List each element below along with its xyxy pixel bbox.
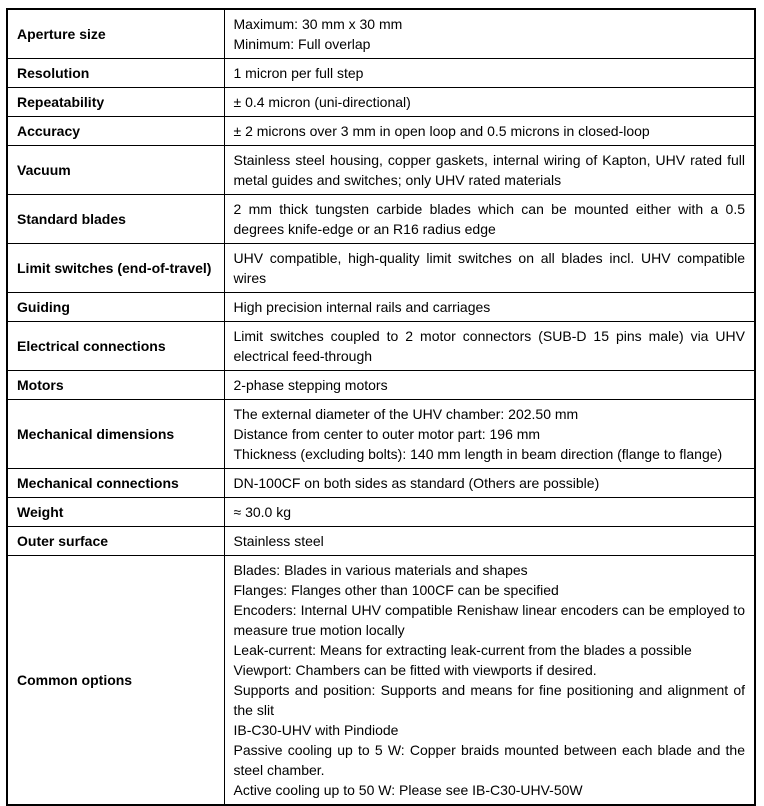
spec-label: Aperture size: [7, 9, 224, 59]
spec-value-line: UHV compatible, high-quality limit switches on all blades incl. UHV compatible wires: [233, 250, 745, 286]
table-row: [7, 88, 755, 117]
spec-label: Outer surface: [7, 527, 224, 556]
table-row: [7, 556, 755, 806]
spec-value: [224, 371, 755, 400]
spec-label: Electrical connections: [7, 322, 224, 371]
spec-value: [224, 293, 755, 322]
spec-value: [224, 117, 755, 146]
spec-label: Resolution: [7, 59, 224, 88]
spec-label: Guiding: [7, 293, 224, 322]
spec-label: Accuracy: [7, 117, 224, 146]
spec-value-line: Viewport: Chambers can be fitted with viewports if desired.: [233, 662, 597, 678]
spec-value-line: 2 mm thick tungsten carbide blades which can be mounted either with a 0.5 degrees knife-edge or an R16 radius edge: [233, 201, 745, 237]
spec-value-line: DN-100CF on both sides as standard (Others are possible): [233, 475, 600, 491]
spec-value-line: Distance from center to outer motor part: 196 mm: [233, 426, 541, 442]
spec-value: [224, 146, 755, 195]
spec-value-line: Encoders: Internal UHV compatible Renishaw linear encoders can be employed to measure true motion locally: [233, 602, 745, 638]
spec-value: [224, 322, 755, 371]
table-row: [7, 498, 755, 527]
table-row: [7, 9, 755, 59]
table-row: [7, 244, 755, 293]
spec-label: Repeatability: [7, 88, 224, 117]
spec-value-line: Limit switches coupled to 2 motor connectors (SUB-D 15 pins male) via UHV electrical feed-through: [233, 328, 745, 364]
spec-value-line: Minimum: Full overlap: [233, 36, 371, 52]
spec-label: Common options: [7, 556, 224, 806]
spec-value-line: High precision internal rails and carriages: [233, 299, 491, 315]
spec-value-line: Stainless steel housing, copper gaskets, internal wiring of Kapton, UHV rated full metal guides and switches; only UHV rated materials: [233, 152, 745, 188]
table-row: [7, 293, 755, 322]
spec-table-body: [7, 9, 755, 805]
spec-value-line: Passive cooling up to 5 W: Copper braids mounted between each blade and the steel chamber.: [233, 742, 745, 778]
spec-value-line: Active cooling up to 50 W: Please see IB-C30-UHV-50W: [233, 782, 583, 798]
spec-value: [224, 195, 755, 244]
spec-value-line: Stainless steel: [233, 533, 324, 549]
spec-value-line: ± 0.4 micron (uni-directional): [233, 94, 411, 110]
spec-value: [224, 527, 755, 556]
spec-label: Mechanical connections: [7, 469, 224, 498]
spec-value-line: ≈ 30.0 kg: [233, 504, 291, 520]
spec-label: Mechanical dimensions: [7, 400, 224, 469]
spec-label: Weight: [7, 498, 224, 527]
table-row: [7, 371, 755, 400]
spec-value-line: Leak-current: Means for extracting leak-current from the blades a possible: [233, 642, 692, 658]
specifications-table: [6, 8, 756, 806]
table-row: [7, 146, 755, 195]
spec-label: Motors: [7, 371, 224, 400]
spec-label: Standard blades: [7, 195, 224, 244]
spec-value-line: Blades: Blades in various materials and shapes: [233, 562, 528, 578]
spec-value-line: Flanges: Flanges other than 100CF can be specified: [233, 582, 559, 598]
spec-value-line: ± 2 microns over 3 mm in open loop and 0.5 microns in closed-loop: [233, 123, 650, 139]
spec-value-line: The external diameter of the UHV chamber: 202.50 mm: [233, 406, 579, 422]
spec-value: [224, 59, 755, 88]
spec-value-line: IB-C30-UHV with Pindiode: [233, 722, 399, 738]
table-row: [7, 59, 755, 88]
spec-value: [224, 400, 755, 469]
spec-value: [224, 244, 755, 293]
table-row: [7, 527, 755, 556]
spec-value: [224, 469, 755, 498]
table-row: [7, 195, 755, 244]
table-row: [7, 117, 755, 146]
spec-value-line: Thickness (excluding bolts): 140 mm length in beam direction (flange to flange): [233, 446, 723, 462]
spec-value: [224, 9, 755, 59]
spec-label: Vacuum: [7, 146, 224, 195]
spec-value: [224, 556, 755, 806]
table-row: [7, 469, 755, 498]
table-row: [7, 322, 755, 371]
spec-value: [224, 498, 755, 527]
spec-value: [224, 88, 755, 117]
spec-value-line: 2-phase stepping motors: [233, 377, 388, 393]
spec-value-line: 1 micron per full step: [233, 65, 364, 81]
spec-value-line: Maximum: 30 mm x 30 mm: [233, 16, 403, 32]
table-row: [7, 400, 755, 469]
spec-value-line: Supports and position: Supports and means for fine positioning and alignment of the slit: [233, 682, 745, 718]
spec-label: Limit switches (end-of-travel): [7, 244, 224, 293]
